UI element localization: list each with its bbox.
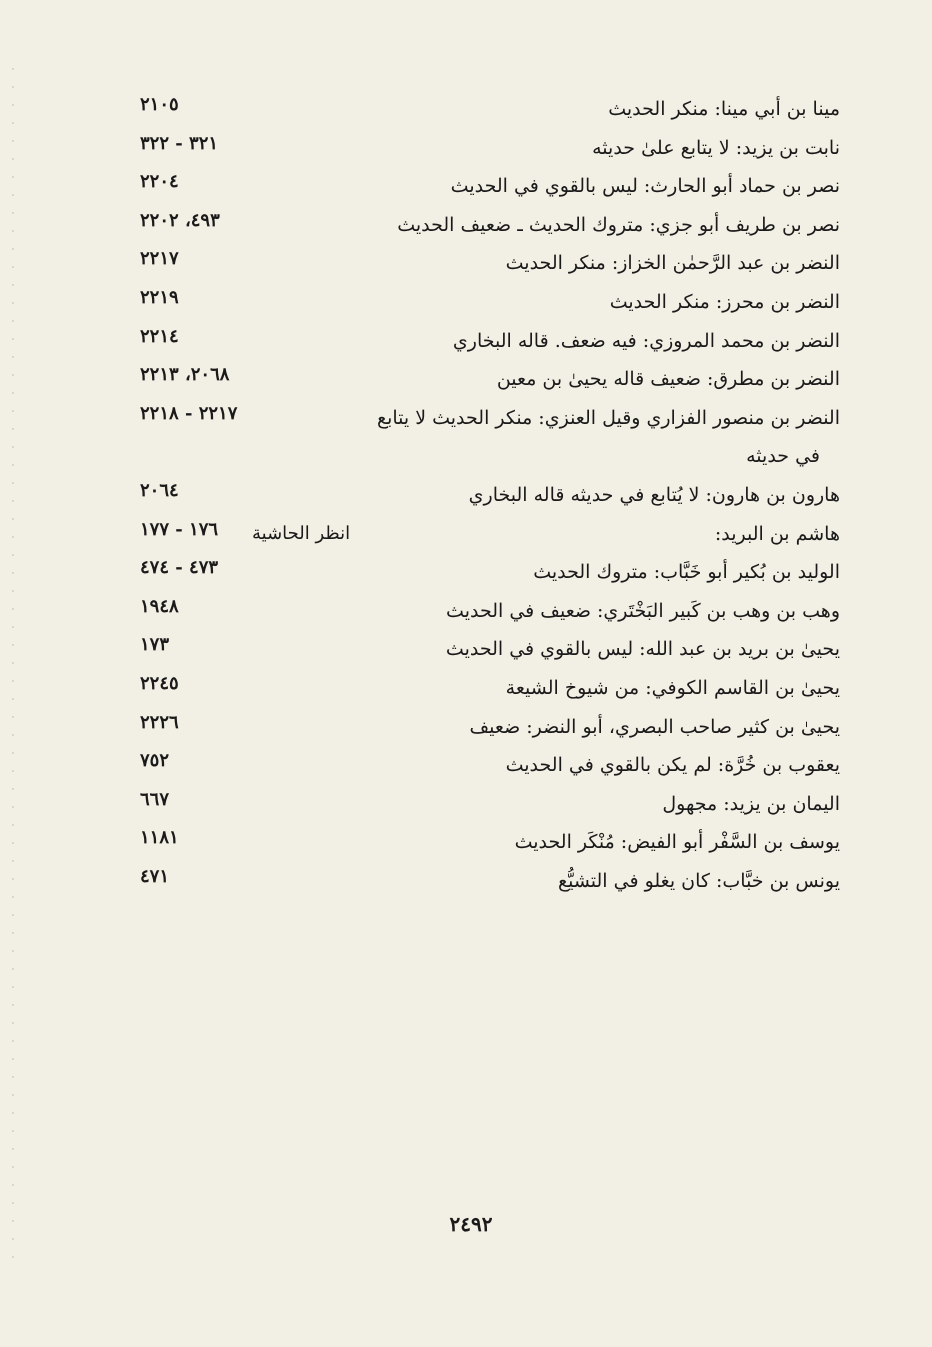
entry-reference-number: ١٧٣ xyxy=(140,634,170,656)
entry-reference-number: ٢٠٦٤ xyxy=(140,479,179,501)
list-item xyxy=(130,555,840,594)
entry-text: اليمان بن يزيد: مجهول xyxy=(662,792,840,815)
entry-text: النضر بن عبد الرَّحمٰن الخزاز: منكر الحديث xyxy=(505,252,840,275)
entry-text: نصر بن حماد أبو الحارث: ليس بالقوي في الحديث xyxy=(450,175,840,198)
list-item xyxy=(130,632,840,671)
entry-reference-number: ٢٢١٤ xyxy=(140,325,179,347)
entry-reference-number: ٢٢١٩ xyxy=(140,286,179,308)
entry-text: هارون بن هارون: لا يُتابع في حديثه قاله البخاري xyxy=(468,483,840,506)
entry-note: انظر الحاشية xyxy=(252,522,351,544)
list-item xyxy=(130,285,840,324)
entry-text: وهب بن وهب بن كَبير البَخْتَري: ضعيف في الحديث xyxy=(446,599,840,622)
entry-text: في حديثه xyxy=(746,445,820,468)
entry-text: نصر بن طريف أبو جزي: متروك الحديث ـ ضعيف الحديث xyxy=(397,213,840,236)
entry-reference-number: ٤٩٣، ٢٢٠٢ xyxy=(140,209,220,231)
list-item xyxy=(130,324,840,363)
entry-text: مينا بن أبي مينا: منكر الحديث xyxy=(608,98,840,120)
entry-reference-number: ١٩٤٨ xyxy=(140,595,179,617)
entry-reference-number: ٢٢٢٦ xyxy=(140,711,179,733)
entry-text: يحيىٰ بن بريد بن عبد الله: ليس بالقوي في الحديث xyxy=(445,638,840,661)
entry-text: يوسف بن السَّفْر أبو الفيض: مُنْكَر الحديث xyxy=(514,831,840,854)
list-item xyxy=(130,169,840,208)
entry-reference-number: ٦٦٧ xyxy=(140,788,170,810)
list-item xyxy=(130,246,840,285)
narrator-entries-list xyxy=(130,92,840,902)
entry-text: النضر بن محمد المروزي: فيه ضعف. قاله البخاري xyxy=(452,329,840,352)
entry-text: يحيىٰ بن كثير صاحب البصري، أبو النضر: ضعيف xyxy=(469,715,840,738)
entry-text: يعقوب بن خُرَّة: لم يكن بالقوي في الحديث xyxy=(505,754,840,777)
entry-reference-number: ٢٢٤٥ xyxy=(140,672,179,694)
entry-text: يحيىٰ بن القاسم الكوفي: من شيوخ الشيعة xyxy=(505,676,840,699)
entry-text: النضر بن منصور الفزاري وقيل العنزي: منكر الحديث لا يتابع xyxy=(376,406,840,429)
entry-text: نابت بن يزيد: لا يتابع علىٰ حديثه xyxy=(592,136,840,159)
entry-text: يونس بن خبَّاب: كان يغلو في التشيُّع xyxy=(557,869,840,892)
entry-reference-number: ٢٢٠٤ xyxy=(140,171,179,193)
entry-reference-number: ١١٨١ xyxy=(140,827,179,849)
entry-text: النضر بن محرز: منكر الحديث xyxy=(609,290,840,313)
entry-reference-number: ٣٢١ - ٣٢٢ xyxy=(140,132,219,154)
list-item xyxy=(130,748,840,787)
entry-text: هاشم بن البريد: xyxy=(714,522,840,545)
entry-reference-number: ٢١٠٥ xyxy=(140,94,179,115)
list-item xyxy=(130,517,840,556)
entry-reference-number: ٢٢١٧ xyxy=(140,248,179,270)
list-item xyxy=(130,439,840,478)
list-item xyxy=(130,594,840,633)
entry-text: الوليد بن بُكير أبو خَبَّاب: متروك الحديث xyxy=(533,561,840,584)
scan-margin-dots xyxy=(12,60,14,1260)
list-item xyxy=(130,208,840,247)
entry-reference-number: ١٧٦ - ١٧٧ xyxy=(140,518,219,540)
entry-reference-number: ٢٢١٧ - ٢٢١٨ xyxy=(140,402,238,424)
entry-reference-number: ٢٠٦٨، ٢٢١٣ xyxy=(140,364,230,386)
entry-reference-number: ٤٧١ xyxy=(140,865,170,887)
list-item xyxy=(130,362,840,401)
list-item xyxy=(130,710,840,749)
list-item xyxy=(130,787,840,826)
list-item xyxy=(130,131,840,170)
entry-text: النضر بن مطرق: ضعيف قاله يحيىٰ بن معين xyxy=(496,368,840,391)
entry-reference-number: ٤٧٣ - ٤٧٤ xyxy=(140,557,219,579)
list-item xyxy=(130,825,840,864)
list-item xyxy=(130,92,840,131)
entry-reference-number: ٧٥٢ xyxy=(140,750,170,772)
page-number: ٢٤٩٢ xyxy=(449,1212,493,1236)
list-item xyxy=(130,864,840,903)
list-item xyxy=(130,401,840,440)
list-item xyxy=(130,671,840,710)
list-item xyxy=(130,478,840,517)
